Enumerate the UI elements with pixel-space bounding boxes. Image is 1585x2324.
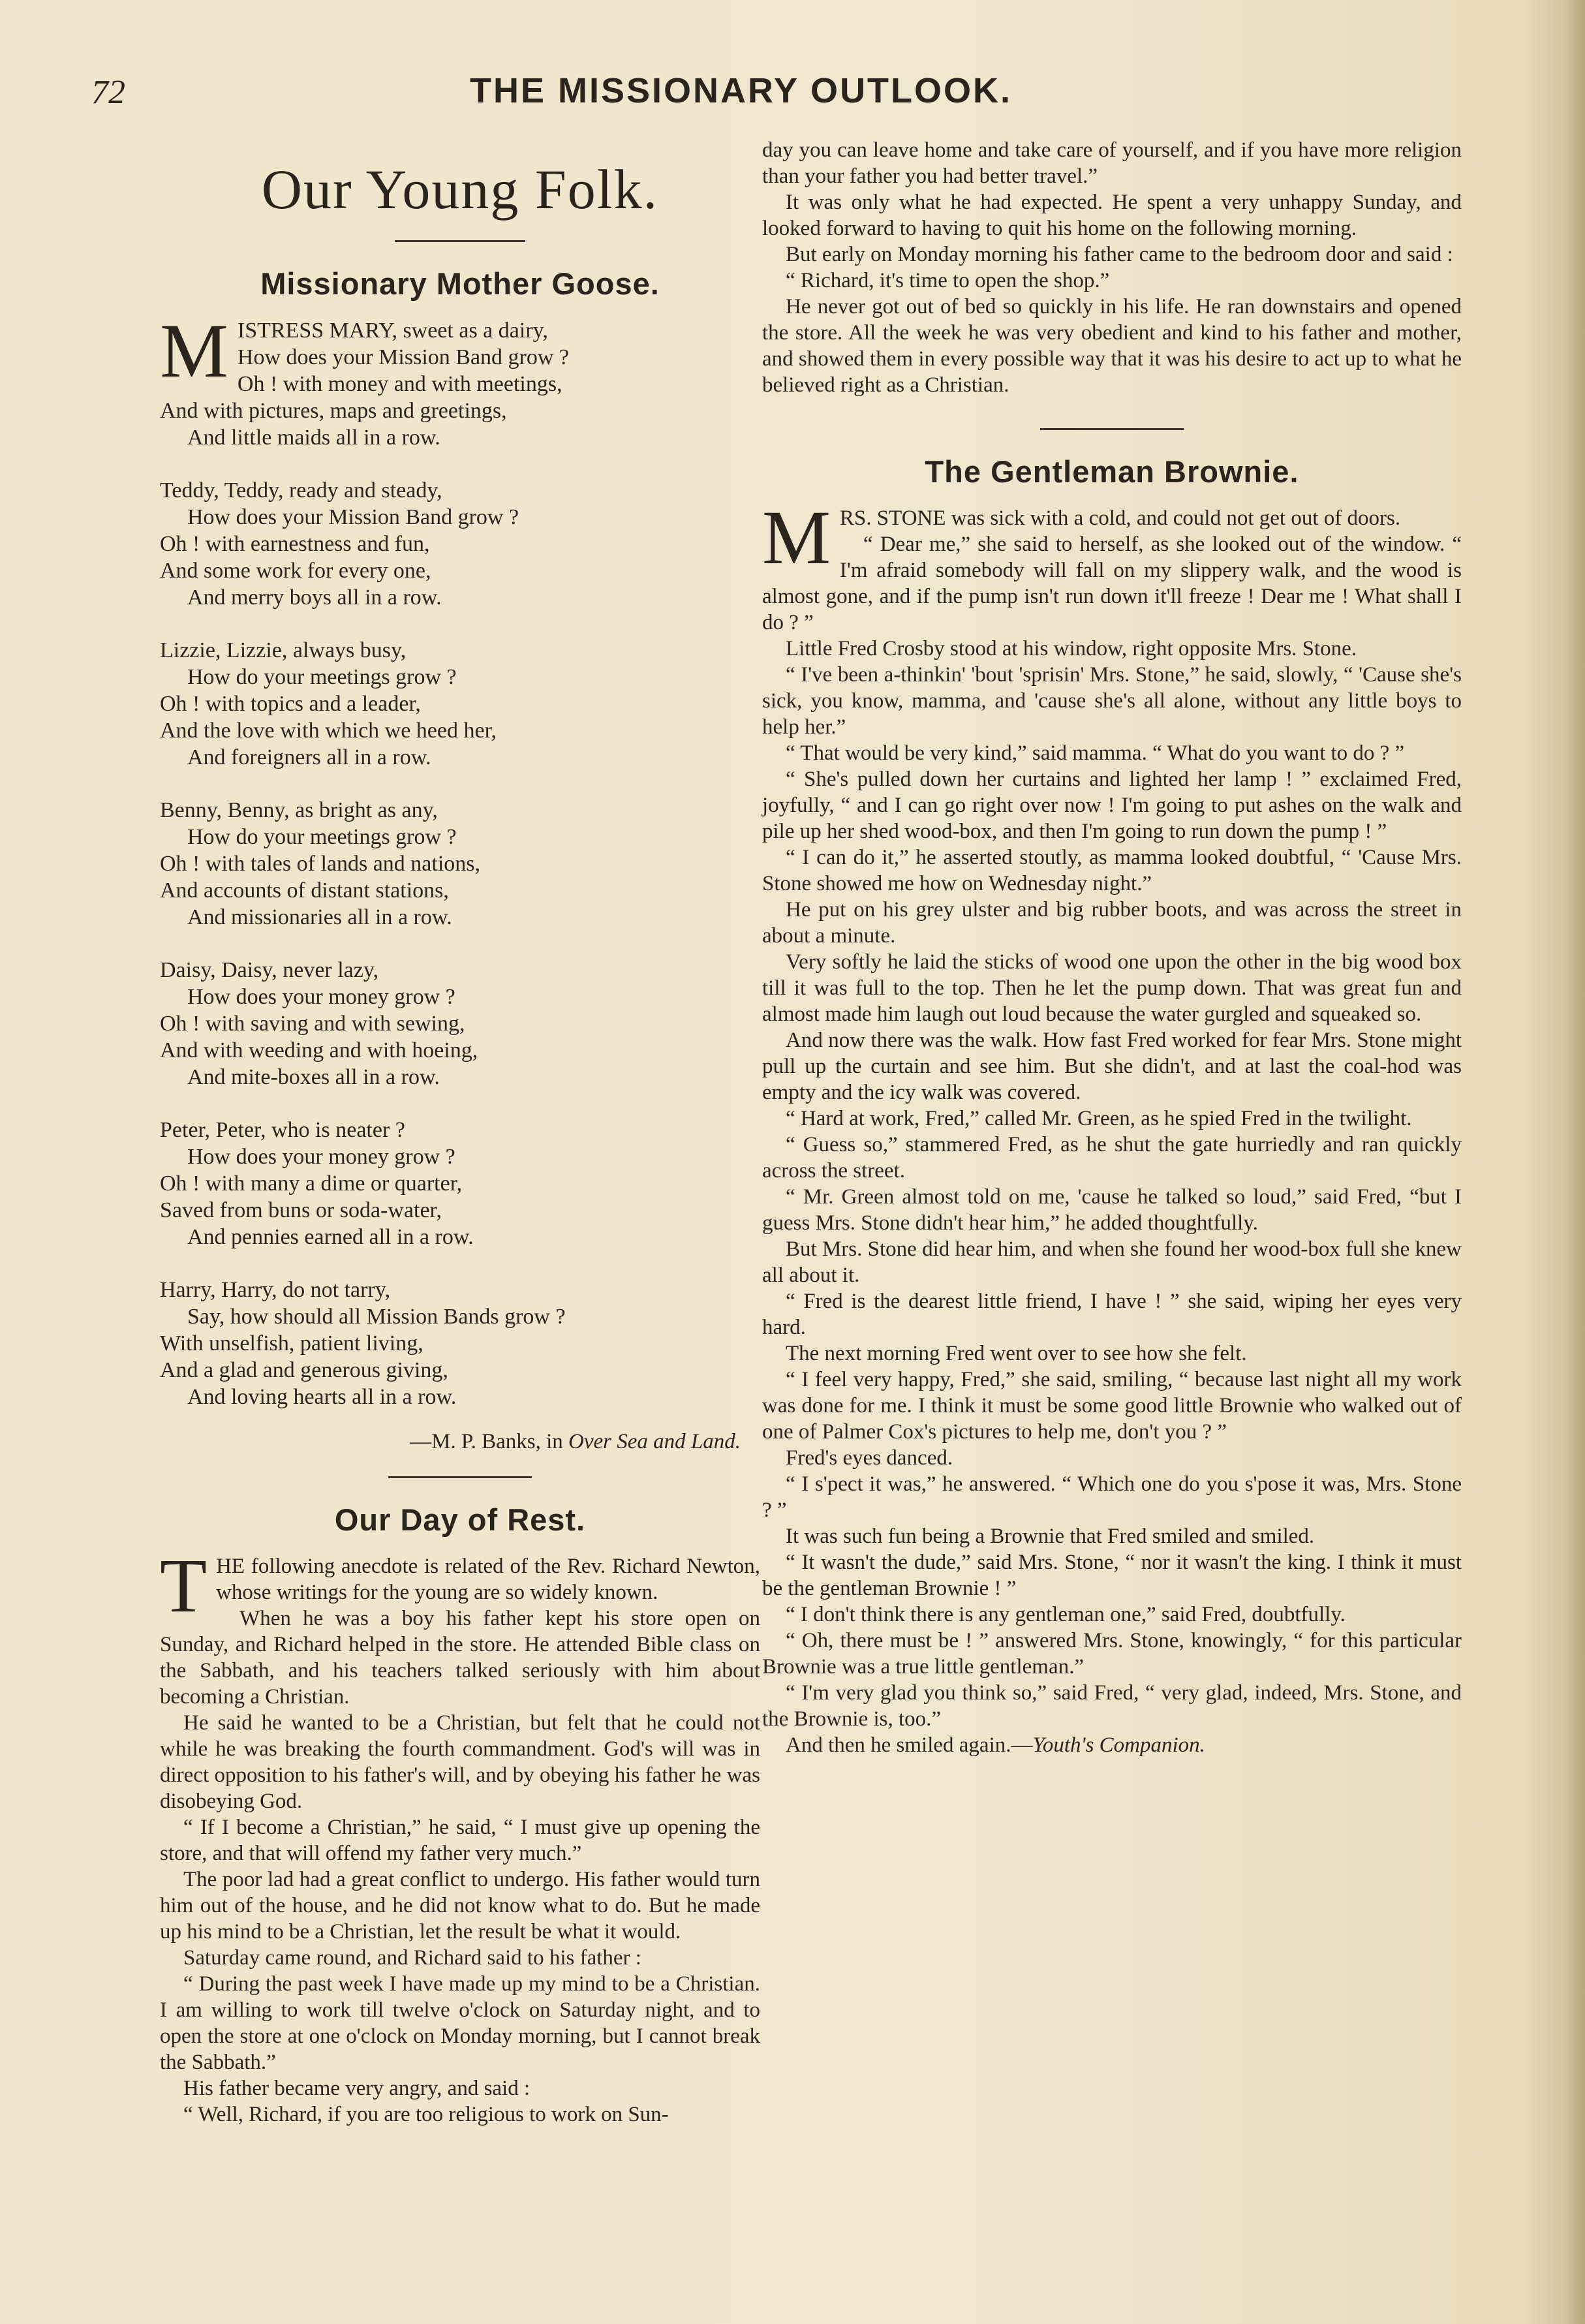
paragraph xyxy=(160,1543,760,1628)
paragraph: “ I s'pect it was,” he answered. “ Which one do you s'pose it was, Mrs. Stone ? ” xyxy=(762,1472,1462,1522)
left-column xyxy=(160,137,760,2128)
paragraph: “ I've been a-thinkin' 'bout 'sprisin' Mrs. Stone,” he said, slowly, “ 'Cause she's sick, you know, mamma, and 'cause she's all alone, without any little boys to help her.” xyxy=(762,663,1462,739)
poem-line: How does your money grow ? xyxy=(187,985,455,1009)
paragraph: Very softly he laid the sticks of wood one upon the other in the big wood box till it was full to the top. Then he let the pump down. That was great fun and almost made him laugh out loud because the water gurgled and squeaked so. xyxy=(762,950,1462,1026)
poem-line: Harry, Harry, do not tarry, xyxy=(160,1278,391,1302)
poem-line: And some work for every one, xyxy=(160,559,431,583)
paragraph: “ Oh, there must be ! ” answered Mrs. Stone, knowingly, “ for this particular Brownie was a true little gentleman.” xyxy=(762,1629,1462,1679)
closing-text: And then he smiled again.— xyxy=(786,1733,1033,1757)
paragraph-text: HE following anecdote is related of the Rev. Richard Newton, whose writings for the young are so widely known. xyxy=(216,1555,760,1604)
paragraph: “ Hard at work, Fred,” called Mr. Green, as he spied Fred in the twilight. xyxy=(786,1107,1412,1130)
paragraph-text: RS. STONE was sick with a cold, and could not get out of doors. xyxy=(839,506,1401,530)
story-title: The Gentleman Brownie. xyxy=(925,454,1299,489)
poem-line: ISTRESS MARY, sweet as a dairy, xyxy=(237,318,548,343)
poem-line: Lizzie, Lizzie, always busy, xyxy=(160,638,407,662)
poem-stanza xyxy=(160,1277,760,1410)
poem-line: Oh ! with tales of lands and nations, xyxy=(160,852,481,876)
paragraph: But early on Monday morning his father came to the bedroom door and said : xyxy=(786,243,1453,266)
poem-line: And with weeding and with hoeing, xyxy=(160,1038,478,1062)
binding-edge xyxy=(1562,0,1585,2324)
running-title: THE MISSIONARY OUTLOOK. xyxy=(470,71,1013,110)
poem-line: And the love with which we heed her, xyxy=(160,719,497,743)
paragraph: And now there was the walk. How fast Fred worked for fear Mrs. Stone might pull up the curtain and see him. But she didn't, and at last the coal-hod was empty and the icy walk was covered. xyxy=(762,1029,1462,1104)
poem-line: Teddy, Teddy, ready and steady, xyxy=(160,478,442,503)
poem-line: Oh ! with money and with meetings, xyxy=(237,372,562,396)
paragraph: His father became very angry, and said : xyxy=(183,2077,531,2100)
poem-stanza xyxy=(160,957,760,1091)
poem-line: And loving hearts all in a row. xyxy=(187,1385,457,1409)
poem-line: And accounts of distant stations, xyxy=(160,878,449,903)
paragraph: “ Dear me,” she said to herself, as she looked out of the window. “ I'm afraid somebody will fall on my slippery walk, and the wood is almost gone, and if the pump isn't run down it'll freeze ! Dear me ! What shall I do ? ” xyxy=(762,533,1462,634)
paragraph: Little Fred Crosby stood at his window, right opposite Mrs. Stone. xyxy=(786,637,1357,660)
paragraph: “ She's pulled down her curtains and lighted her lamp ! ” exclaimed Fred, joyfully, “ and I can go right over now ! I'm going to put ashes on the walk and pile up her shed wood-box, and then I'm going to run down the pump ! ” xyxy=(762,767,1462,843)
poem-line: And merry boys all in a row. xyxy=(187,585,442,610)
poem xyxy=(160,308,760,1410)
poem-line: Peter, Peter, who is neater ? xyxy=(160,1118,405,1142)
paragraph: It was such fun being a Brownie that Fred smiled and smiled. xyxy=(786,1525,1315,1548)
paragraph: “ If I become a Christian,” he said, “ I must give up opening the store, and that will offend my father very much.” xyxy=(160,1816,760,1865)
poem-line: Oh ! with many a dime or quarter, xyxy=(160,1171,463,1196)
paragraph xyxy=(762,495,1462,580)
closing-paragraph xyxy=(762,1732,1462,1758)
attribution-author: —M. P. Banks, in xyxy=(410,1430,563,1453)
poem-title: Missionary Mother Goose. xyxy=(260,266,660,301)
paragraph: The next morning Fred went over to see how she felt. xyxy=(786,1342,1247,1365)
paragraph: He put on his grey ulster and big rubber boots, and was across the street in about a minute. xyxy=(762,898,1462,948)
paragraph: “ Well, Richard, if you are too religious to work on Sun- xyxy=(183,2103,669,2126)
paragraph: “ Mr. Green almost told on me, 'cause he talked so loud,” said Fred, “but I guess Mrs. Stone didn't hear him,” he added thoughtfully. xyxy=(762,1185,1462,1235)
poem-line: Oh ! with saving and with sewing, xyxy=(160,1012,465,1036)
poem-line: How does your money grow ? xyxy=(187,1145,455,1169)
paragraph: “ Fred is the dearest little friend, I have ! ” she said, wiping her eyes very hard. xyxy=(762,1290,1462,1339)
poem-line: Daisy, Daisy, never lazy, xyxy=(160,958,379,982)
poem-line: And little maids all in a row. xyxy=(187,426,440,450)
poem-line: Saved from buns or soda-water, xyxy=(160,1198,442,1222)
poem-attribution xyxy=(160,1430,760,1454)
poem-stanza xyxy=(160,308,760,451)
poem-stanza xyxy=(160,477,760,611)
drop-cap: M xyxy=(160,308,228,394)
paragraph: He never got out of bed so quickly in his life. He ran downstairs and opened the store. All the week he was very obedient and kind to his father and mother, and showed them in every possible way that it was his desire to act up to what he believed right as a Christian. xyxy=(762,295,1462,397)
paragraph: Fred's eyes danced. xyxy=(786,1446,953,1470)
paragraph: “ I feel very happy, Fred,” she said, smiling, “ because last night all my work was done for me. I think it must be some good little Brownie who walked out of one of Palmer Cox's pictures to help me, don't you ? ” xyxy=(762,1368,1462,1444)
paragraph: day you can leave home and take care of yourself, and if you have more religion than your father you had better travel.” xyxy=(762,138,1462,188)
paragraph: “ Guess so,” stammered Fred, as he shut the gate hurriedly and ran quickly across the street. xyxy=(762,1133,1462,1183)
poem-line: How do your meetings grow ? xyxy=(187,825,457,849)
paragraph: “ I can do it,” he asserted stoutly, as mamma looked doubtful, “ 'Cause Mrs. Stone showed me how on Wednesday night.” xyxy=(762,846,1462,895)
drop-cap: M xyxy=(762,495,831,580)
paragraph: “ During the past week I have made up my mind to be a Christian. I am willing to work till twelve o'clock on Saturday night, and to open the store at one o'clock on Monday morning, but I cannot break the Sabbath.” xyxy=(160,1972,760,2074)
article-continuation xyxy=(762,137,1462,398)
paragraph: Saturday came round, and Richard said to his father : xyxy=(183,1946,641,1970)
poem-stanza xyxy=(160,1117,760,1250)
attribution-source: Over Sea and Land. xyxy=(568,1430,741,1453)
paragraph: “ I'm very glad you think so,” said Fred, “ very glad, indeed, Mrs. Stone, and the Brownie is, too.” xyxy=(762,1681,1462,1731)
page-number: 72 xyxy=(91,74,125,111)
poem-line: Oh ! with earnestness and fun, xyxy=(160,532,430,556)
divider xyxy=(1040,428,1184,430)
paragraph: “ It wasn't the dude,” said Mrs. Stone, “ nor it wasn't the king. I think it must be the gentleman Brownie ! ” xyxy=(762,1551,1462,1600)
poem-stanza xyxy=(160,797,760,931)
paragraph: The poor lad had a great conflict to undergo. His father would turn him out of the house, and he did not know what to do. But he made up his mind to be a Christian, let the result be what it would. xyxy=(160,1868,760,1944)
poem-line: And pennies earned all in a row. xyxy=(187,1225,474,1249)
paragraph: It was only what he had expected. He spent a very unhappy Sunday, and looked forward to having to quit his home on the following morning. xyxy=(762,191,1462,240)
poem-stanza xyxy=(160,637,760,771)
section-title: Our Young Folk. xyxy=(261,158,659,221)
poem-line: With unselfish, patient living, xyxy=(160,1331,423,1356)
poem-line: Say, how should all Mission Bands grow ? xyxy=(187,1305,566,1329)
article-body xyxy=(160,1543,760,2128)
poem-line: Oh ! with topics and a leader, xyxy=(160,692,421,716)
right-column xyxy=(762,137,1462,1758)
poem-line: How does your Mission Band grow ? xyxy=(187,505,519,529)
poem-line: And with pictures, maps and greetings, xyxy=(160,399,507,423)
poem-line: And mite-boxes all in a row. xyxy=(187,1065,440,1089)
poem-line: And foreigners all in a row. xyxy=(187,745,431,769)
divider xyxy=(388,1476,532,1478)
paragraph: When he was a boy his father kept his store open on Sunday, and Richard helped in the store. He attended Bible class on the Sabbath, and his teachers talked seriously with him about becoming a Christian. xyxy=(160,1607,760,1709)
divider xyxy=(395,240,525,242)
poem-line: How does your Mission Band grow ? xyxy=(237,345,569,369)
poem-line: Benny, Benny, as bright as any, xyxy=(160,798,438,822)
drop-cap: T xyxy=(160,1543,208,1628)
closing-source: Youth's Companion. xyxy=(1032,1733,1205,1757)
paragraph: “ I don't think there is any gentleman one,” said Fred, doubtfully. xyxy=(786,1603,1346,1626)
poem-line: And missionaries all in a row. xyxy=(187,905,452,929)
paragraph: He said he wanted to be a Christian, but felt that he could not while he was breaking the fourth commandment. God's will was in direct opposition to his father's will, and by obeying his father he was disobeying God. xyxy=(160,1711,760,1813)
poem-line: How do your meetings grow ? xyxy=(187,665,457,689)
article-title: Our Day of Rest. xyxy=(334,1502,586,1537)
paragraph: But Mrs. Stone did hear him, and when she found her wood-box full she knew all about it. xyxy=(762,1237,1462,1287)
poem-line: And a glad and generous giving, xyxy=(160,1358,448,1382)
story-body xyxy=(762,495,1462,1758)
paragraph: “ Richard, it's time to open the shop.” xyxy=(786,269,1110,292)
paragraph: “ That would be very kind,” said mamma. “ What do you want to do ? ” xyxy=(786,741,1405,765)
